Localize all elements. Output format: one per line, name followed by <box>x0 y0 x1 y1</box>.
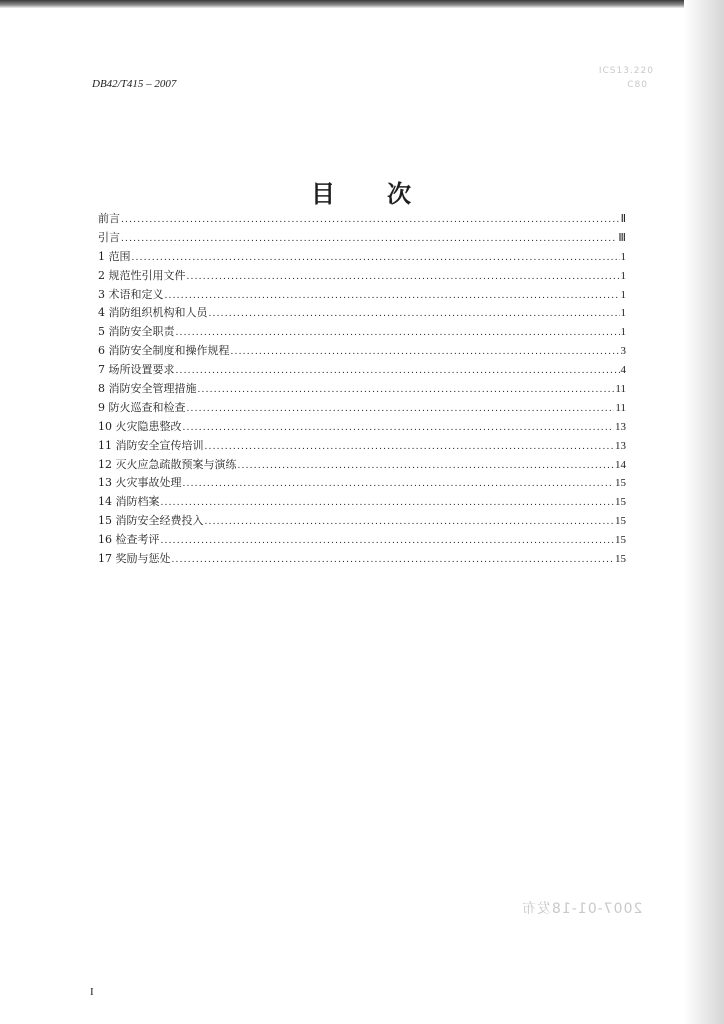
toc-entry[interactable] <box>98 323 626 342</box>
toc-entry[interactable] <box>98 493 626 512</box>
toc-leader-dots <box>121 230 617 249</box>
document-code: DB42/T415 – 2007 <box>92 78 177 90</box>
toc-entry-page: Ⅲ <box>618 231 626 244</box>
toc-entry[interactable] <box>98 248 626 267</box>
toc-entry[interactable] <box>98 418 626 437</box>
page-number: I <box>90 986 94 998</box>
bleed-through-ics: ICS13.220 <box>598 66 654 76</box>
toc-entry-page: 1 <box>620 250 626 263</box>
toc-entry-page: 11 <box>615 383 626 396</box>
toc-entry-page: 3 <box>620 345 626 358</box>
toc-entry-page: 15 <box>615 515 626 528</box>
toc-entry-label: 17 奖励与惩处 <box>98 552 171 566</box>
toc-entry[interactable] <box>98 361 626 380</box>
scan-right-edge <box>684 0 724 1024</box>
toc-entry-page: 1 <box>620 288 626 301</box>
toc-entry[interactable] <box>98 437 626 456</box>
toc-entry-page: 15 <box>615 477 626 490</box>
toc-leader-dots <box>172 551 615 570</box>
toc-entry-label: 1 范围 <box>98 249 131 263</box>
toc-leader-dots <box>121 211 620 230</box>
toc-entry[interactable] <box>98 342 626 361</box>
toc-leader-dots <box>205 513 615 532</box>
table-of-contents <box>98 210 626 569</box>
toc-leader-dots <box>183 419 615 438</box>
toc-entry-page: 14 <box>615 458 626 471</box>
toc-entry-label: 10 火灾隐患整改 <box>98 419 182 433</box>
toc-leader-dots <box>187 400 615 419</box>
toc-entry[interactable] <box>98 229 626 248</box>
toc-entry-label: 3 术语和定义 <box>98 287 164 301</box>
toc-entry[interactable] <box>98 399 626 418</box>
toc-leader-dots <box>231 343 620 362</box>
toc-entry-page: Ⅱ <box>620 213 626 225</box>
toc-entry[interactable] <box>98 267 626 286</box>
toc-entry-label: 6 消防安全制度和操作规程 <box>98 344 230 358</box>
toc-leader-dots <box>198 381 615 400</box>
toc-entry[interactable] <box>98 304 626 323</box>
toc-entry[interactable] <box>98 531 626 550</box>
toc-entry-label: 2 规范性引用文件 <box>98 268 186 282</box>
toc-leader-dots <box>183 475 615 494</box>
toc-leader-dots <box>205 438 615 457</box>
toc-leader-dots <box>176 362 620 381</box>
toc-entry-page: 1 <box>620 326 626 339</box>
toc-leader-dots <box>161 532 615 551</box>
toc-entry-label: 15 消防安全经费投入 <box>98 514 204 528</box>
toc-entry-label: 11 消防安全宣传培训 <box>98 438 204 452</box>
bleed-through-stamp: 2007-01-18发布 <box>520 901 642 917</box>
toc-entry-page: 13 <box>615 420 626 433</box>
toc-leader-dots <box>209 305 620 324</box>
toc-entry-label: 13 火灾事故处理 <box>98 476 182 490</box>
scan-top-edge <box>0 0 724 8</box>
toc-leader-dots <box>187 268 620 287</box>
toc-entry-label: 8 消防安全管理措施 <box>98 382 197 396</box>
toc-leader-dots <box>165 287 620 306</box>
toc-entry[interactable] <box>98 380 626 399</box>
toc-entry-label: 4 消防组织机构和人员 <box>98 306 208 320</box>
toc-entry-page: 1 <box>620 307 626 320</box>
toc-entry[interactable] <box>98 550 626 569</box>
toc-entry-label: 9 防火巡查和检查 <box>98 400 186 414</box>
toc-leader-dots <box>176 324 620 343</box>
toc-title-part1: 目 <box>311 180 337 208</box>
bleed-through-cat: C80 <box>627 80 648 90</box>
toc-entry-page: 11 <box>615 401 626 414</box>
toc-title-part2: 次 <box>387 180 413 208</box>
toc-entry-page: 1 <box>620 269 626 282</box>
toc-entry[interactable] <box>98 456 626 475</box>
toc-entry[interactable] <box>98 474 626 493</box>
toc-entry-label: 16 检查考评 <box>98 533 160 547</box>
toc-entry-label: 12 灭火应急疏散预案与演练 <box>98 457 237 471</box>
toc-entry-page: 4 <box>620 364 626 377</box>
toc-leader-dots <box>161 494 615 513</box>
toc-entry-label: 5 消防安全职责 <box>98 325 175 339</box>
toc-entry-label: 引言 <box>98 230 120 244</box>
toc-leader-dots <box>238 457 615 476</box>
toc-entry[interactable] <box>98 210 626 229</box>
toc-entry-page: 13 <box>615 439 626 452</box>
toc-entry[interactable] <box>98 286 626 305</box>
toc-title <box>0 174 724 209</box>
toc-entry-label: 7 场所设置要求 <box>98 363 175 377</box>
toc-entry-page: 15 <box>615 553 626 566</box>
toc-leader-dots <box>132 249 620 268</box>
toc-entry-label: 14 消防档案 <box>98 495 160 509</box>
toc-entry[interactable] <box>98 512 626 531</box>
toc-entry-page: 15 <box>615 534 626 547</box>
toc-entry-page: 15 <box>615 496 626 509</box>
toc-entry-label: 前言 <box>98 212 120 225</box>
